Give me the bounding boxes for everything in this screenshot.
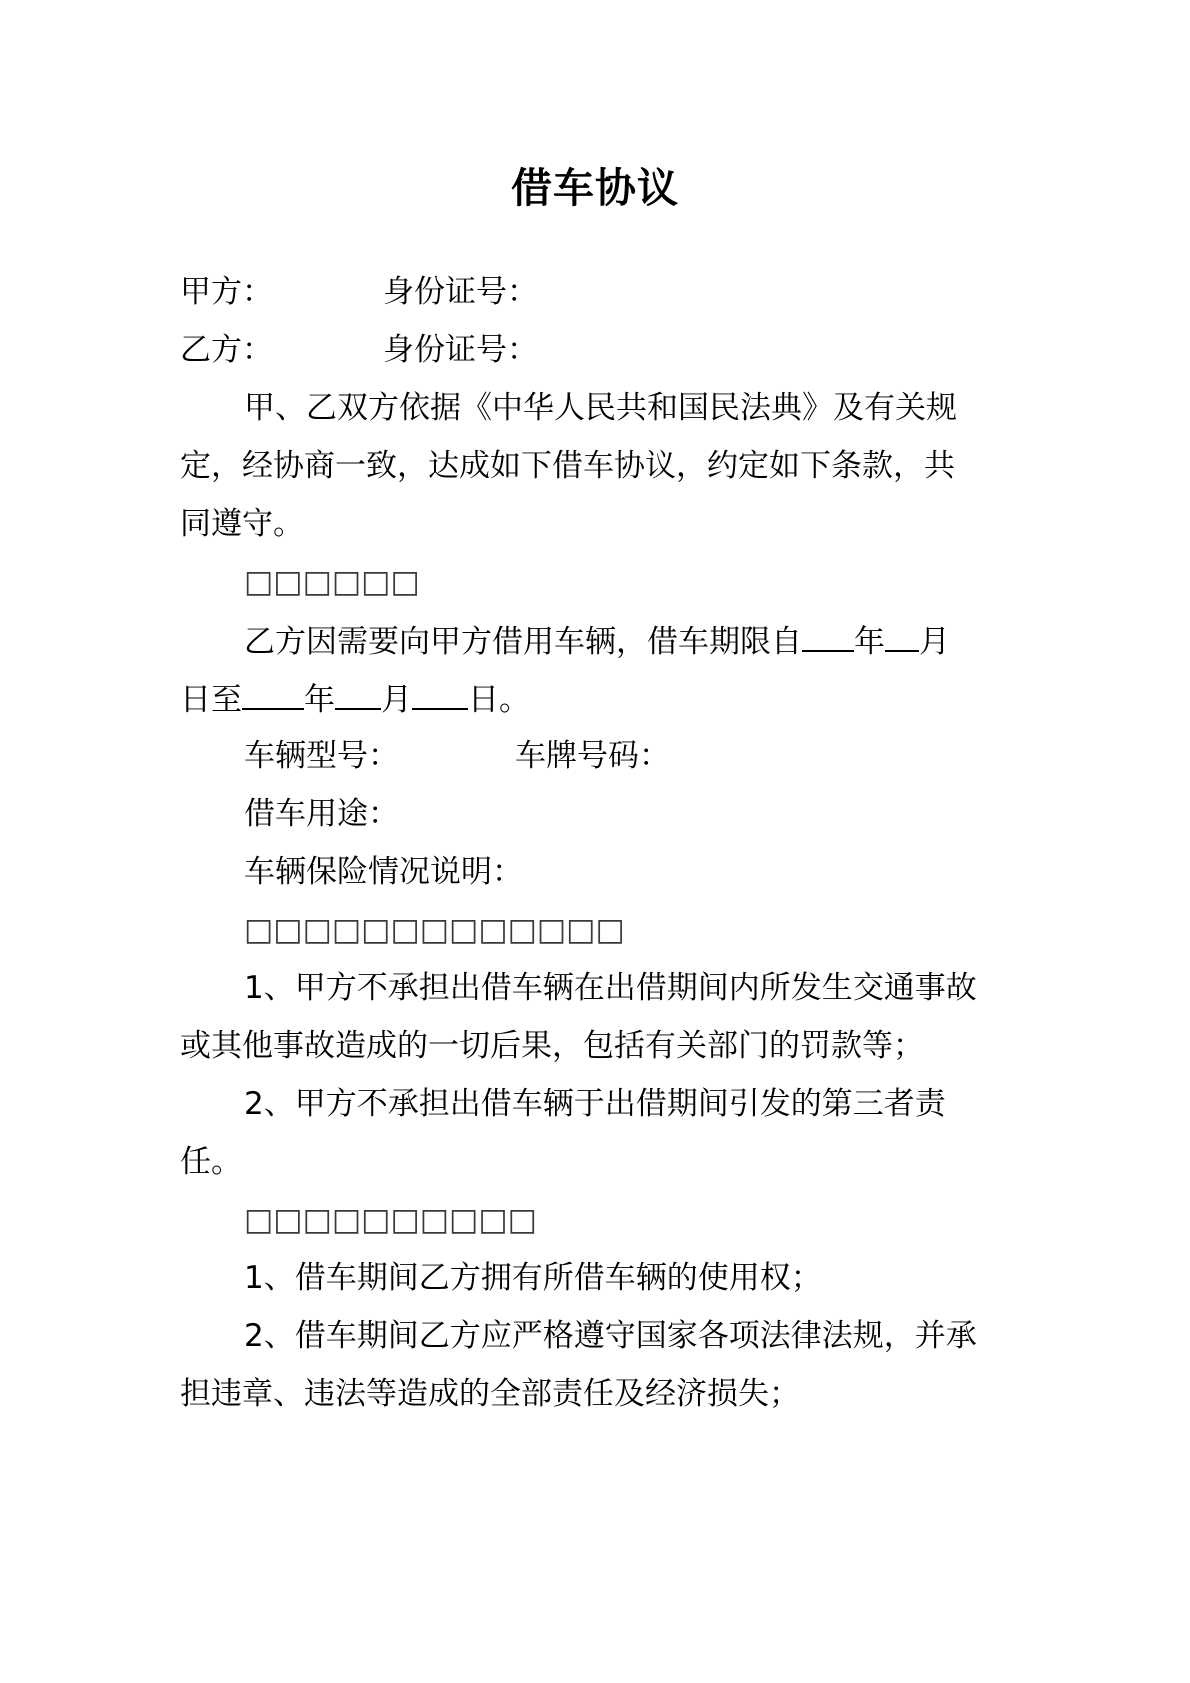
section-2-line-2: 或其他事故造成的一切后果，包括有关部门的罚款等； bbox=[180, 1028, 924, 1064]
vehicle-model-label: 车辆型号： bbox=[244, 738, 399, 774]
section-3-line-1: 1、借车期间乙方拥有所借车辆的使用权； bbox=[244, 1260, 822, 1296]
day-end-blank bbox=[412, 678, 468, 710]
section-2-heading: □□□□□□□□□□□□□ bbox=[244, 912, 625, 948]
vehicle-info-line bbox=[244, 736, 1074, 776]
party-a-line bbox=[180, 272, 1010, 312]
section-2-line-3: 2、甲方不承担出借车辆于出借期间引发的第三者责 bbox=[244, 1086, 946, 1122]
plate-number-label: 车牌号码： bbox=[515, 738, 670, 774]
intro-line-1: 甲、乙双方依据《中华人民共和国民法典》及有关规 bbox=[244, 390, 957, 426]
party-b-line bbox=[180, 330, 1010, 370]
purpose-label: 借车用途： bbox=[244, 796, 399, 832]
intro-line-3: 同遵守。 bbox=[180, 506, 304, 542]
year-start-label: 年 bbox=[854, 624, 885, 660]
section-3-heading: □□□□□□□□□□ bbox=[244, 1202, 537, 1238]
month-start-blank bbox=[885, 620, 919, 652]
section-2-line-4: 任。 bbox=[180, 1144, 242, 1180]
section-3-line-2: 2、借车期间乙方应严格遵守国家各项法律法规，并承 bbox=[244, 1318, 977, 1354]
loan-period-line-2 bbox=[180, 678, 1010, 720]
intro-line-2: 定，经协商一致，达成如下借车协议，约定如下条款，共 bbox=[180, 448, 955, 484]
section-2-line-1: 1、甲方不承担出借车辆在出借期间内所发生交通事故 bbox=[244, 970, 977, 1006]
party-a-id-label: 身份证号： bbox=[383, 274, 538, 310]
document-title: 借车协议 bbox=[511, 164, 679, 212]
year-start-blank bbox=[802, 620, 854, 652]
section-1-heading: □□□□□□ bbox=[244, 564, 420, 600]
month-end-label: 月 bbox=[381, 682, 412, 718]
party-b-id-label: 身份证号： bbox=[383, 332, 538, 368]
month-start-label: 月 bbox=[919, 624, 950, 660]
day-start-label: 日至 bbox=[180, 682, 242, 718]
day-end-label: 日。 bbox=[468, 682, 530, 718]
month-end-blank bbox=[335, 678, 381, 710]
insurance-label: 车辆保险情况说明： bbox=[244, 854, 523, 890]
year-end-blank bbox=[242, 678, 304, 710]
section-3-line-3: 担违章、违法等造成的全部责任及经济损失； bbox=[180, 1376, 800, 1412]
party-a-label: 甲方： bbox=[180, 274, 273, 310]
year-end-label: 年 bbox=[304, 682, 335, 718]
loan-period-prefix: 乙方因需要向甲方借用车辆，借车期限自 bbox=[244, 624, 802, 660]
party-b-label: 乙方： bbox=[180, 332, 273, 368]
loan-period-line-1 bbox=[244, 620, 1074, 662]
